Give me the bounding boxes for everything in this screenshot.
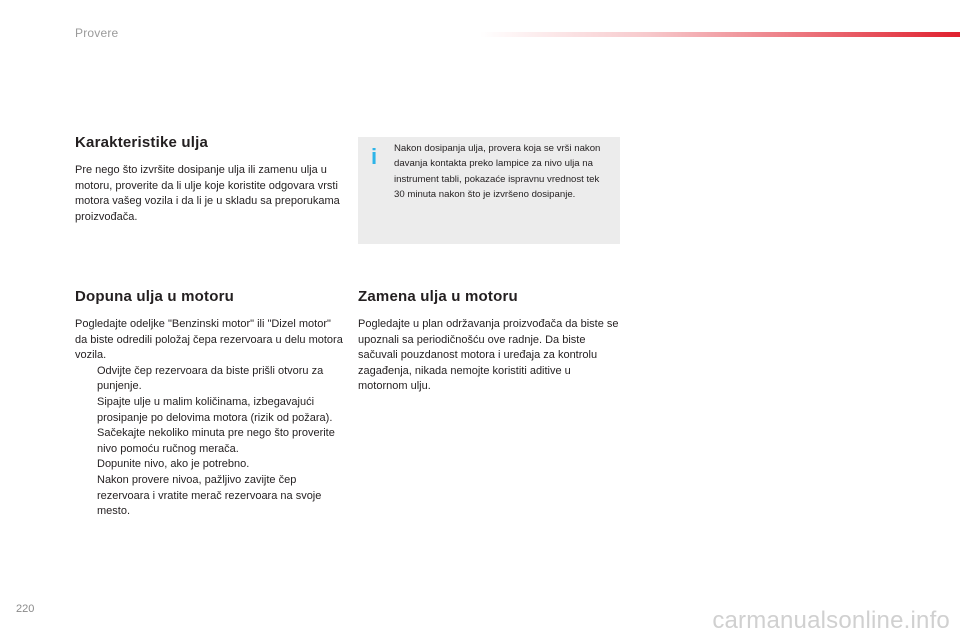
section-title: Dopuna ulja u motoru [75,288,234,305]
section-oil-change [358,288,620,395]
page-number: 220 [16,603,35,615]
section-oil-characteristics [75,134,345,225]
page-header-title: Provere [75,26,119,40]
watermark-logo: carmanualsonline.info [712,607,950,634]
step-text: Nakon provere nivoa, pažljivo zavijte čep rezervoara i vratite merač rezervoara na svoje mesto. [97,473,322,518]
header-accent-bar [480,32,960,37]
section-oil-topup [75,288,345,520]
section-body: Pogledajte u plan održavanja proizvođača da biste se upoznali sa periodičnošću ove radnje. Da biste sačuvali pouzdanost motora i uređaja za kontrolu zagađenja, nikada nemojte koristiti aditive u motornom ulju. [358,318,619,393]
section-intro: Pogledajte odeljke "Benzinski motor" ili "Dizel motor" da biste odredili položaj čepa rezervoara u delu motora vozila. [75,318,343,362]
section-title: Zamena ulja u motoru [358,288,518,305]
step-text: Odvijte čep rezervoara da biste prišli otvoru za punjenje. [97,364,324,393]
info-box [358,137,620,244]
step-text: Sačekajte nekoliko minuta pre nego što proverite nivo pomoću ručnog merača. [97,427,335,455]
section-body: Pre nego što izvršite dosipanje ulja ili zamenu ulja u motoru, proverite da li ulje koje koristite odgovara vrsti motora vašeg vozila i da li je u skladu sa preporukama proizvođača. [75,164,340,223]
section-title: Karakteristike ulja [75,134,209,151]
step-item [75,473,345,520]
step-text: Dopunite nivo, ako je potrebno. [97,458,250,471]
info-icon: i [371,144,378,169]
step-item [75,395,345,426]
step-item [75,426,345,457]
step-text: Sipajte ulje u malim količinama, izbegavajući prosipanje po delovima motora (rizik od požara). [97,395,333,424]
info-box-text: Nakon dosipanja ulja, provera koja se vrši nakon davanja kontakta preko lampice za nivo ulja na instrument tabli, pokazaće ispravnu vrednost tek 30 minuta nakon što je izvršeno dosipanje. [394,143,601,201]
step-item [75,457,345,473]
step-item [75,364,345,395]
steps-list [75,364,345,520]
